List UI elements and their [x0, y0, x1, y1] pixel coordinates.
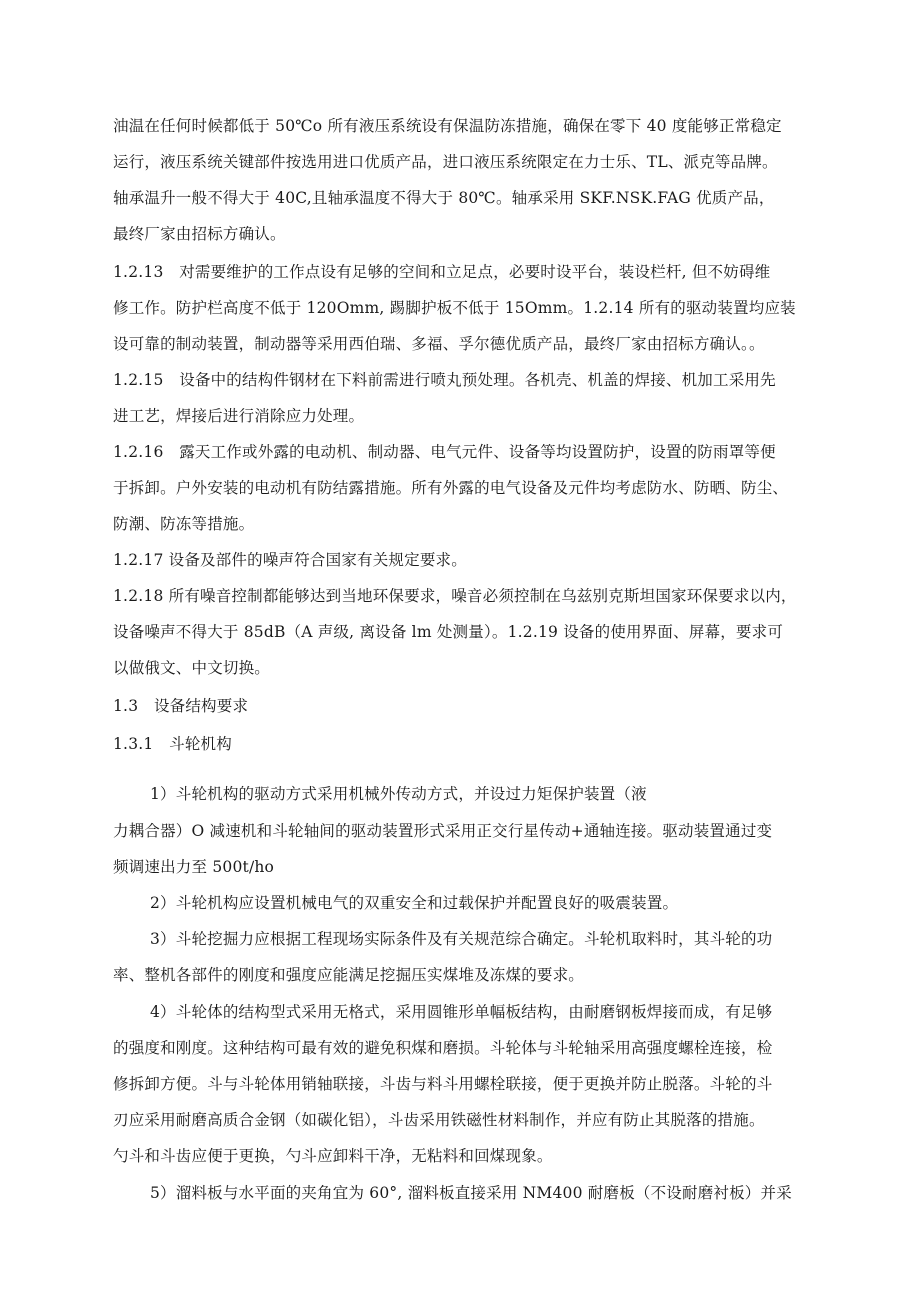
text-line: 设备噪声不得大于 85dB（A 声级, 离设备 lm 处测量）。1.2.19 设备的使用界面、屏幕，要求可: [113, 623, 784, 641]
item-3: 3）斗轮挖掘力应根据工程现场实际条件及有关规范综合确定。斗轮机取料时，其斗轮的功: [150, 930, 773, 948]
section-1-2-17: 1.2.17 设备及部件的噪声符合国家有关规定要求。: [113, 551, 467, 569]
text-line: 以做俄文、中文切换。: [113, 659, 271, 677]
item-2: 2）斗轮机构应设置机械电气的双重安全和过载保护并配置良好的吸震装置。: [150, 894, 679, 912]
text-line: 力耦合器）O 减速机和斗轮轴间的驱动装置形式采用正交行星传动+通轴连接。驱动装置通过变: [113, 822, 773, 840]
text-line: 进工艺，焊接后进行消除应力处理。: [113, 407, 365, 425]
text-line: 油温在任何时候都低于 50℃o 所有液压系统设有保温防冻措施，确保在零下 40 度能够正常稳定: [113, 117, 782, 135]
section-heading-1-3-1: 1.3.1 斗轮机构: [113, 735, 232, 753]
text-line: 最终厂家由招标方确认。: [113, 225, 286, 243]
section-1-2-16: 1.2.16 露天工作或外露的电动机、制动器、电气元件、设备等均设置防护，设置的防雨罩等便: [113, 443, 776, 461]
text-line: 运行，液压系统关键部件按选用进口优质产品，进口液压系统限定在力士乐、TL、派克等品牌。: [113, 153, 778, 171]
text-line: 刃应采用耐磨高质合金钢（如碳化铝），斗齿采用铁磁性材料制作，并应有防止其脱落的措施。: [113, 1111, 765, 1129]
item-1: 1）斗轮机构的驱动方式采用机械外传动方式，并设过力矩保护装置（液: [150, 785, 647, 803]
text-line: 修工作。防护栏高度不低于 120Omm, 踢脚护板不低于 15Omm。1.2.14 所有的驱动装置均应装: [113, 299, 796, 317]
item-4: 4）斗轮体的结构型式采用无格式，采用圆锥形单幅板结构，由耐磨钢板焊接而成，有足够: [150, 1003, 773, 1021]
text-line: 设可靠的制动装置，制动器等采用西伯瑞、多福、孚尔德优质产品，最终厂家由招标方确认。。: [113, 335, 765, 353]
section-1-2-18: 1.2.18 所有噪音控制都能够达到当地环保要求，噪音必须控制在乌兹别克斯坦国家环保要求以内，: [113, 587, 797, 605]
item-5: 5）溜料板与水平面的夹角宜为 60°, 溜料板直接采用 NM400 耐磨板（不设耐磨衬板）并采: [150, 1184, 792, 1202]
text-line: 率、整机各部件的刚度和强度应能满足挖掘压实煤堆及冻煤的要求。: [113, 966, 585, 984]
section-1-2-13: 1.2.13 对需要维护的工作点设有足够的空间和立足点，必要时设平台，装设栏杆, 但不妨碍维: [113, 263, 771, 281]
text-line: 修拆卸方便。斗与斗轮体用销轴联接，斗齿与料斗用螺栓联接，便于更换并防止脱落。斗轮的斗: [113, 1075, 773, 1093]
text-line: 防潮、防冻等措施。: [113, 515, 255, 533]
text-line: 的强度和刚度。这种结构可最有效的避免积煤和磨损。斗轮体与斗轮轴采用高强度螺栓连接，检: [113, 1039, 773, 1057]
text-line: 轴承温升一般不得大于 40C,且轴承温度不得大于 80℃。轴承采用 SKF.NSK.FAG 优质产品，: [113, 189, 775, 207]
text-line: 于拆卸。户外安装的电动机有防结露措施。所有外露的电气设备及元件均考虑防水、防晒、防尘、: [113, 479, 789, 497]
text-line: 频调速出力至 500t∕ho: [113, 858, 275, 876]
text-line: 勺斗和斗齿应便于更换，勺斗应卸料干净，无粘料和回煤现象。: [113, 1147, 553, 1165]
section-1-2-15: 1.2.15 设备中的结构件钢材在下料前需进行喷丸预处理。各机壳、机盖的焊接、机加工采用先: [113, 371, 776, 389]
section-heading-1-3: 1.3 设备结构要求: [113, 697, 249, 715]
